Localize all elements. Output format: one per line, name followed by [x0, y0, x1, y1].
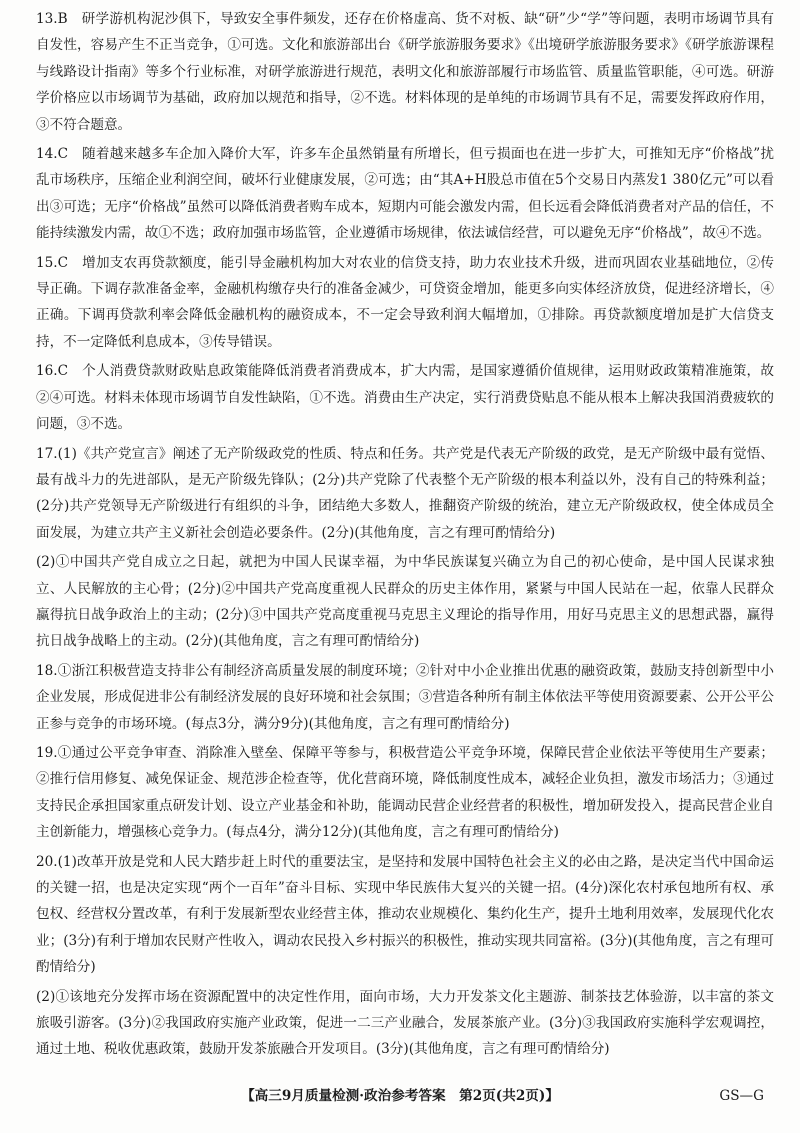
question-number: 18.	[36, 662, 58, 679]
question-number: 20.	[36, 853, 58, 870]
answer-text: ①浙江积极营造支持非公有制经济高质量发展的制度环境；②针对中小企业推出优惠的融资政策，鼓励支持创新型中小企业发展，形成促进非公有制经济发展的良好环境和社会氛围；③营造各种所有制主体依法平等使用资源要素、公开公平公正参与竞争的市场环境。(每点3分，满分9分)(其他角度，言之有理可酌情给分)	[36, 662, 774, 732]
question-number: 13.	[36, 11, 58, 27]
answer-text: (1)《共产党宣言》阐述了无产阶级政党的性质、特点和任务。共产党是代表无产阶级的政党，是无产阶级中最有觉悟、最有战斗力的先进部队，是无产阶级先锋队；(2分)共产党除了代表整个无产阶级的根本利益以外，没有自己的特殊利益；(2分)共产党领导无产阶级进行有组织的斗争，团结绝大多数人，推翻资产阶级的统治，建立无产阶级政权，使全体成员全面发展，为建立共产主义新社会创造必要条件。(2分)(其他角度，言之有理可酌情给分)	[36, 445, 774, 541]
answer-list	[36, 6, 774, 1066]
question-number: 16.	[36, 363, 58, 380]
answer-item-20-part-1	[36, 849, 774, 981]
answer-item-17-part-1	[36, 441, 774, 547]
answer-text: (2)①该地充分发挥市场在资源配置中的决定性作用，面向市场，大力开发茶文化主题游、制茶技艺体验游，以丰富的茶文旅吸引游客。(3分)②我国政府实施产业政策，促进一二三产业融合，发展茶旅产业。(3分)③我国政府实施科学宏观调控，通过土地、税收优惠政策，鼓励开发茶旅融合开发项目。(3分)(其他角度，言之有理可酌情给分)	[36, 988, 774, 1058]
answer-text: B 研学游机构泥沙俱下，导致安全事件频发，还存在价格虚高、货不对板、缺“研”少“学”等问题，表明市场调节具有自发性，容易产生不正当竞争，①可选。文化和旅游部出台《研学旅游服务要求》《出境研学旅游服务要求》《研学旅游课程与线路设计指南》等多个行业标准，对研学旅游进行规范，表明文化和旅游部履行市场监管、质量监管职能，④可选。研游学价格应以市场调节为基础，政府加以规范和指导，②不选。材料体现的是单纯的市场调节具有不足，需要发挥政府作用，③不符合题意。	[36, 11, 774, 133]
question-number: 14.	[36, 146, 58, 163]
answer-text: C 增加支农再贷款额度，能引导金融机构加大对农业的信贷支持，助力农业技术升级，进而巩固农业基础地位，②传导正确。下调存款准备金率，金融机构缴存央行的准备金减少，可贷资金增加，能更多向实体经济放贷，促进经济增长，④正确。下调再贷款利率会降低金融机构的融资成本，不一定会导致利润大幅增加，①排除。再贷款额度增加是扩大信贷支持，不一定降低利息成本，③传导错误。	[36, 254, 774, 350]
answer-text: C 个人消费贷款财政贴息政策能降低消费者消费成本，扩大内需，是国家遵循价值规律，运用财政政策精准施策，故②④可选。材料未体现市场调节自发性缺陷，①不选。消费由生产决定，实行消费贷贴息不能从根本上解决我国消费疲软的问题，③不选。	[36, 363, 774, 433]
answer-item-13	[36, 6, 774, 138]
answer-text: C 随着越来越多车企加入降价大军，许多车企虽然销量有所增长，但亏损面也在进一步扩大，可推知无序“价格战”扰乱市场秩序，压缩企业利润空间，破坏行业健康发展，②可选；由“其A+H股总市值在5个交易日内蒸发1 380亿元”可以看出③可选；无序“价格战”虽然可以降低消费者购车成本，短期内可能会激发内需，但长远看会降低消费者对产品的信任，不能持续激发内需，故①不选；政府加强市场监管，企业遵循市场规律，依法诚信经营，可以避免无序“价格战”，故④不选。	[36, 146, 774, 242]
answer-item-19	[36, 740, 774, 846]
answer-item-17-part-2	[36, 549, 774, 655]
answer-item-20-part-2	[36, 984, 774, 1063]
answer-item-14	[36, 141, 774, 247]
page-footer	[0, 1084, 800, 1108]
question-number: 17.	[36, 445, 58, 462]
answer-text: (1)改革开放是党和人民大踏步赶上时代的重要法宝，是坚持和发展中国特色社会主义的必由之路，是决定当代中国命运的关键一招，也是决定实现“两个一百年”奋斗目标、实现中华民族伟大复兴的关键一招。(4分)深化农村承包地所有权、承包权、经营权分置改革，有利于发展新型农业经营主体，推动农业规模化、集约化生产，提升土地利用效率，发展现代化农业；(3分)有利于增加农民财产性收入，调动农民投入乡村振兴的积极性，推动实现共同富裕。(3分)(其他角度，言之有理可酌情给分)	[36, 853, 774, 976]
answer-item-18	[36, 658, 774, 737]
question-number: 15.	[36, 254, 58, 271]
answer-text: (2)①中国共产党自成立之日起，就把为中国人民谋幸福，为中华民族谋复兴确立为自己的初心使命，是中国人民谋求独立、人民解放的主心骨；(2分)②中国共产党高度重视人民群众的历史主体作用，紧紧与中国人民站在一起，依靠人民群众赢得抗日战争政治上的主动；(2分)③中国共产党高度重视马克思主义理论的指导作用，用好马克思主义的思想武器，赢得抗日战争战略上的主动。(2分)(其他角度，言之有理可酌情给分)	[36, 554, 774, 650]
footer-title: 【高三9月质量检测·政治参考答案 第2页(共2页)】	[241, 1088, 559, 1104]
footer-code: GS—G	[719, 1088, 764, 1104]
question-number: 19.	[36, 744, 58, 761]
answer-item-16	[36, 358, 774, 437]
answer-item-15	[36, 250, 774, 356]
answer-text: ①通过公平竞争审查、消除准入壁垒、保障平等参与，积极营造公平竞争环境，保障民营企业依法平等使用生产要素；②推行信用修复、减免保证金、规范涉企检查等，优化营商环境，降低制度性成本，减轻企业负担，激发市场活力；③通过支持民企承担国家重点研发计划、设立产业基金和补助，能调动民营企业经营者的积极性，增加研发投入，提高民营企业自主创新能力，增强核心竞争力。(每点4分，满分12分)(其他角度，言之有理可酌情给分)	[36, 744, 774, 841]
